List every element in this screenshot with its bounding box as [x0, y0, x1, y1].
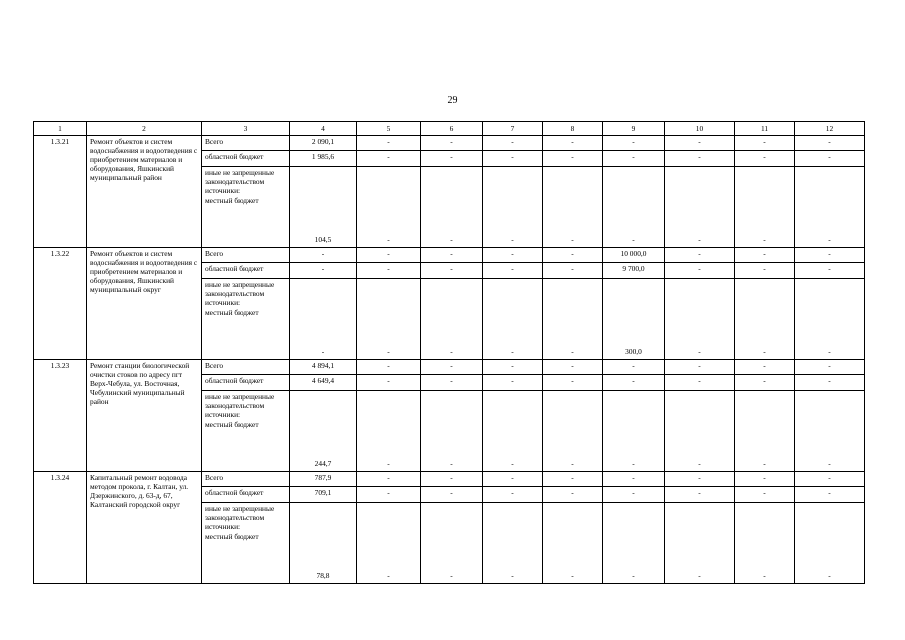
value-cell-col-6: - [421, 248, 483, 263]
value-cell-col-9: - [603, 391, 665, 472]
item-description: Капитальный ремонт водовода методом прокола, г. Калтан, ул. Дзержинского, д. 63-д, 67, Калтанский городской округ [87, 472, 202, 584]
value-cell-col-4: - [290, 263, 357, 279]
value-cell-col-4: 2 090,1 [290, 136, 357, 151]
value-cell-col-8: - [543, 167, 603, 248]
value-cell-col-6: - [421, 360, 483, 375]
value-cell-col-4: 4 894,1 [290, 360, 357, 375]
value-cell-col-7: - [483, 279, 543, 360]
value-cell-col-4: 709,1 [290, 487, 357, 503]
funding-source-label: Всего [205, 137, 224, 146]
column-header-1: 1 [34, 122, 87, 136]
funding-source-label: Всего [205, 249, 224, 258]
value-cell-col-12: - [795, 263, 865, 279]
value-cell-col-10: - [665, 503, 735, 584]
item-number: 1.3.23 [34, 360, 87, 472]
funding-source-label: областной бюджет [205, 376, 264, 385]
funding-source [202, 151, 290, 167]
value-cell-col-8: - [543, 263, 603, 279]
value-cell-col-5: - [357, 472, 421, 487]
value-cell-col-9: - [603, 151, 665, 167]
funding-source-sublabel: местный бюджет [205, 308, 259, 318]
funding-source-label: иные не запрещенные законодательством источники: [205, 392, 275, 420]
value-cell-col-5: - [357, 151, 421, 167]
value-cell-col-11: - [735, 167, 795, 248]
value-cell-col-8: - [543, 487, 603, 503]
item-description: Ремонт объектов и систем водоснабжения и водоотведения с приобретением материалов и оборудования, Яшкинский муниципальный район [87, 136, 202, 248]
value-cell-col-4: - [290, 279, 357, 360]
value-cell-col-5: - [357, 360, 421, 375]
value-cell-col-12: - [795, 167, 865, 248]
value-cell-col-4: 104,5 [290, 167, 357, 248]
value-cell-col-7: - [483, 375, 543, 391]
value-cell-col-6: - [421, 391, 483, 472]
column-header-3: 3 [202, 122, 290, 136]
value-cell-col-10: - [665, 136, 735, 151]
value-cell-col-12: - [795, 472, 865, 487]
value-cell-col-12: - [795, 487, 865, 503]
value-cell-col-9: - [603, 167, 665, 248]
value-cell-col-9: - [603, 472, 665, 487]
value-cell-col-10: - [665, 487, 735, 503]
value-cell-col-11: - [735, 487, 795, 503]
value-cell-col-5: - [357, 487, 421, 503]
value-cell-col-4: 244,7 [290, 391, 357, 472]
value-cell-col-5: - [357, 167, 421, 248]
page-number: 29 [447, 95, 458, 106]
budget-table [33, 121, 865, 584]
value-cell-col-9: 300,0 [603, 279, 665, 360]
value-cell-col-4: 4 649,4 [290, 375, 357, 391]
funding-source-label: областной бюджет [205, 152, 264, 161]
column-header-5: 5 [357, 122, 421, 136]
value-cell-col-4: - [290, 248, 357, 263]
value-cell-col-11: - [735, 151, 795, 167]
value-cell-col-9: 10 000,0 [603, 248, 665, 263]
funding-source-label: иные не запрещенные законодательством источники: [205, 504, 275, 532]
value-cell-col-4: 78,8 [290, 503, 357, 584]
value-cell-col-12: - [795, 248, 865, 263]
value-cell-col-6: - [421, 503, 483, 584]
value-cell-col-10: - [665, 360, 735, 375]
value-cell-col-7: - [483, 487, 543, 503]
item-number: 1.3.22 [34, 248, 87, 360]
column-header-10: 10 [665, 122, 735, 136]
value-cell-col-9: - [603, 503, 665, 584]
value-cell-col-5: - [357, 503, 421, 584]
value-cell-col-7: - [483, 503, 543, 584]
value-cell-col-6: - [421, 279, 483, 360]
funding-source [202, 263, 290, 279]
value-cell-col-12: - [795, 375, 865, 391]
value-cell-col-5: - [357, 263, 421, 279]
item-number: 1.3.24 [34, 472, 87, 584]
value-cell-col-9: 9 700,0 [603, 263, 665, 279]
value-cell-col-12: - [795, 151, 865, 167]
column-header-7: 7 [483, 122, 543, 136]
value-cell-col-5: - [357, 248, 421, 263]
value-cell-col-5: - [357, 391, 421, 472]
funding-source [202, 391, 290, 472]
value-cell-col-8: - [543, 503, 603, 584]
funding-source [202, 248, 290, 263]
column-header-8: 8 [543, 122, 603, 136]
value-cell-col-12: - [795, 391, 865, 472]
value-cell-col-5: - [357, 375, 421, 391]
value-cell-col-8: - [543, 375, 603, 391]
value-cell-col-7: - [483, 360, 543, 375]
value-cell-col-11: - [735, 375, 795, 391]
value-cell-col-12: - [795, 136, 865, 151]
value-cell-col-6: - [421, 487, 483, 503]
funding-source [202, 503, 290, 584]
funding-source-label: иные не запрещенные законодательством источники: [205, 168, 275, 196]
value-cell-col-8: - [543, 391, 603, 472]
item-description: Ремонт объектов и систем водоснабжения и водоотведения с приобретением материалов и оборудования, Яшкинский муниципальный округ [87, 248, 202, 360]
value-cell-col-10: - [665, 391, 735, 472]
funding-source [202, 375, 290, 391]
value-cell-col-7: - [483, 248, 543, 263]
funding-source-sublabel: местный бюджет [205, 196, 259, 206]
value-cell-col-10: - [665, 263, 735, 279]
value-cell-col-8: - [543, 136, 603, 151]
funding-source-label: иные не запрещенные законодательством источники: [205, 280, 275, 308]
funding-source [202, 360, 290, 375]
table-row-row-total [34, 136, 865, 151]
value-cell-col-11: - [735, 391, 795, 472]
funding-source-label: областной бюджет [205, 488, 264, 497]
funding-source [202, 136, 290, 151]
value-cell-col-12: - [795, 360, 865, 375]
value-cell-col-4: 787,9 [290, 472, 357, 487]
value-cell-col-6: - [421, 263, 483, 279]
table-row-row-total [34, 472, 865, 487]
funding-source [202, 167, 290, 248]
value-cell-col-8: - [543, 360, 603, 375]
value-cell-col-8: - [543, 151, 603, 167]
funding-source [202, 472, 290, 487]
value-cell-col-5: - [357, 279, 421, 360]
value-cell-col-10: - [665, 167, 735, 248]
funding-source-sublabel: местный бюджет [205, 532, 259, 542]
column-header-12: 12 [795, 122, 865, 136]
header-row [34, 122, 865, 136]
value-cell-col-6: - [421, 167, 483, 248]
value-cell-col-6: - [421, 375, 483, 391]
value-cell-col-6: - [421, 151, 483, 167]
value-cell-col-4: 1 985,6 [290, 151, 357, 167]
value-cell-col-7: - [483, 263, 543, 279]
item-number: 1.3.21 [34, 136, 87, 248]
value-cell-col-10: - [665, 151, 735, 167]
funding-source-sublabel: местный бюджет [205, 420, 259, 430]
value-cell-col-8: - [543, 472, 603, 487]
value-cell-col-8: - [543, 279, 603, 360]
value-cell-col-11: - [735, 248, 795, 263]
value-cell-col-6: - [421, 472, 483, 487]
value-cell-col-10: - [665, 375, 735, 391]
funding-source-label: Всего [205, 361, 224, 370]
funding-source-label: Всего [205, 473, 224, 482]
column-header-9: 9 [603, 122, 665, 136]
value-cell-col-12: - [795, 503, 865, 584]
value-cell-col-9: - [603, 487, 665, 503]
funding-source [202, 279, 290, 360]
value-cell-col-7: - [483, 167, 543, 248]
value-cell-col-11: - [735, 263, 795, 279]
value-cell-col-10: - [665, 279, 735, 360]
value-cell-col-7: - [483, 391, 543, 472]
item-description: Ремонт станции биологической очистки стоков по адресу пгт Верх-Чебула, ул. Восточная, Чебулинский муниципальный район [87, 360, 202, 472]
value-cell-col-9: - [603, 375, 665, 391]
table-row-row-total [34, 248, 865, 263]
value-cell-col-5: - [357, 136, 421, 151]
value-cell-col-7: - [483, 151, 543, 167]
table-row-row-total [34, 360, 865, 375]
value-cell-col-10: - [665, 248, 735, 263]
value-cell-col-9: - [603, 360, 665, 375]
funding-source-label: областной бюджет [205, 264, 264, 273]
value-cell-col-11: - [735, 472, 795, 487]
value-cell-col-7: - [483, 472, 543, 487]
value-cell-col-12: - [795, 279, 865, 360]
value-cell-col-11: - [735, 503, 795, 584]
value-cell-col-11: - [735, 279, 795, 360]
value-cell-col-11: - [735, 136, 795, 151]
funding-source [202, 487, 290, 503]
column-header-4: 4 [290, 122, 357, 136]
value-cell-col-11: - [735, 360, 795, 375]
value-cell-col-10: - [665, 472, 735, 487]
column-header-11: 11 [735, 122, 795, 136]
column-header-2: 2 [87, 122, 202, 136]
value-cell-col-7: - [483, 136, 543, 151]
column-header-6: 6 [421, 122, 483, 136]
value-cell-col-9: - [603, 136, 665, 151]
value-cell-col-6: - [421, 136, 483, 151]
value-cell-col-8: - [543, 248, 603, 263]
